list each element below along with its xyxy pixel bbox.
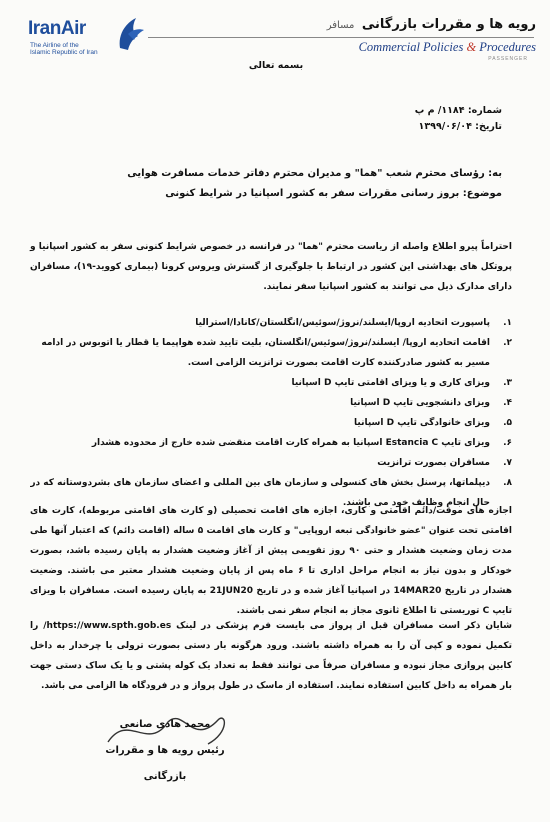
list-item [30,373,512,393]
signer-title: رئیس رویه ها و مقررات بازرگانی [105,745,225,782]
letter-number: شماره: ۱۱۸۴/ م پ [414,105,502,116]
list-item-text: مسافران بصورت ترانزیت [377,458,490,468]
signer-name: محمد هادی صانعی [119,719,211,730]
letter-subject: موضوع: بروز رسانی مقررات سفر به کشور اسپانیا در شرایط کنونی [165,188,502,199]
list-item-number: ۲. [503,338,512,348]
signature-block [90,712,240,790]
list-item-text: دیپلماتها، پرسنل بخش های کنسولی و سازمان های بین المللی و اعضای سازمان های بشردوستانه که در حال انجام وظایف خود می باشند. [30,478,490,508]
list-item [30,433,512,453]
list-item-number: ۴. [503,398,512,408]
residence-permits-paragraph: اجازه های موقت/دائم اقامتی و کاری، اجازه های اقامت تحصیلی (و کارت های اقامتی مربوطه)، کارت های اقامتی تحت عنوان "عضو خانوادگی تبعه اروپایی" و کارت های اقامت ۵ ساله (اقامت دائم) که اعتبار آنها طی مدت زمان وضعیت هشدار و حتی ۹۰ روز تقویمی پیش از آغاز وضعیت هشدار به پایان رسیده باشد، بصورت خودکار و بدون نیاز به انجام مراحل اداری تا ۶ ماه پس از پایان وضعیت هشدار معتبر می باشند. وضعیت هشدار در تاریخ 14MAR20 در اسپانیا آغاز شده و در تاریخ 21JUN20 به پایان رسیده است. مسافران با ویزای تایپ C توریستی تا اطلاع ثانوی مجاز به انجام سفر نمی باشند. [30,506,512,616]
header-title-sub: مسافر [326,20,355,31]
list-item-text: ویزای تایپ Estancia C اسپانیا به همراه کارت اقامت منقضی شده خارج از محدوده هشدار [91,438,490,448]
list-item-text: ویزای کاری و یا ویزای اقامتی تایپ D اسپانیا [291,378,490,388]
list-item-number: ۵. [503,418,512,428]
list-item [30,413,512,433]
list-item-text: اقامت اتحادیه اروپا/ ایسلند/نروژ/سوئیس/انگلستان، بلیت تایید شده هواپیما یا قطار یا اتوبوس در ادامه مسیر به کشور صادرکننده کارت اقامت بصورت ترانزیت الزامی است. [41,338,490,368]
list-item-number: ۳. [503,378,512,388]
list-item [30,313,512,333]
intro-paragraph: احتراماً پیرو اطلاع واصله از ریاست محترم "هما" در فرانسه در خصوص شرایط کنونی سفر به کشور اسپانیا و پروتکل های بهداشتی این کشور در ارتباط با جلوگیری از گسترش ویروس کرونا (بیماری کووید-۱۹)، مسافران دارای مدارک ذیل می توانند به کشور اسپانیا سفر نمایند. [30,242,512,292]
header-title-en [236,40,536,55]
letter-date: تاریخ: ۱۳۹۹/۰۶/۰۴ [418,121,502,132]
header-title-main: رویه ها و مقررات بازرگانی [361,17,536,32]
letter-references [302,103,502,135]
list-item [30,393,512,413]
letter-recipient: به: رؤسای محترم شعب "هما" و مدیران محترم دفاتر خدمات مسافرت هوایی [127,168,502,179]
logo-name: IranAir [28,18,86,39]
letter-addressing [32,164,502,204]
medical-form-paragraph: شایان ذکر است مسافران قبل از پرواز می بایست فرم پزشکی در لینک https://www.spth.gob.es/ را تکمیل نموده و کپی آن را به همراه داشته باشند. ورود هرگونه بار دستی بصورت ترولی یا چرخدار به داخل کابین پروازی مجاز نبوده و مسافران صرفاً می توانند فقط به تعداد یک کوله پشتی و یا یک ساک دستی جهت بار همراه به داخل کابین استفاده نمایند. استفاده از ماسک در طول پرواز و در فرودگاه ها الزامی می باشد. [30,621,513,691]
list-item [30,453,512,473]
list-item-text: پاسپورت اتحادیه اروپا/ایسلند/نروژ/سوئیس/انگلستان/کانادا/استرالیا [195,318,490,328]
eligibility-list [30,313,512,513]
logo-subtitle: The Airline of the Islamic Republic of Iran [30,42,98,56]
list-item-number: ۸. [503,478,512,488]
homa-bird-icon [114,14,146,54]
basmala: بسمه تعالی [248,60,304,71]
list-item-text: ویزای خانوادگی تایپ D اسپانیا [354,418,490,428]
list-item-number: ۶. [503,438,512,448]
header-en-amp: & [466,40,477,54]
list-item [30,333,512,373]
header-divider [148,37,534,38]
header-en-part2: Procedures [479,40,536,54]
header-title-fa [256,17,536,32]
iranair-logo [28,14,138,64]
list-item-number: ۱. [503,318,512,328]
header-en-small: PASSENGER [488,56,528,62]
header-en-part1: Commercial Policies [358,40,464,54]
list-item-text: ویزای دانشجویی تایپ D اسپانیا [350,398,490,408]
list-item-number: ۷. [503,458,512,468]
